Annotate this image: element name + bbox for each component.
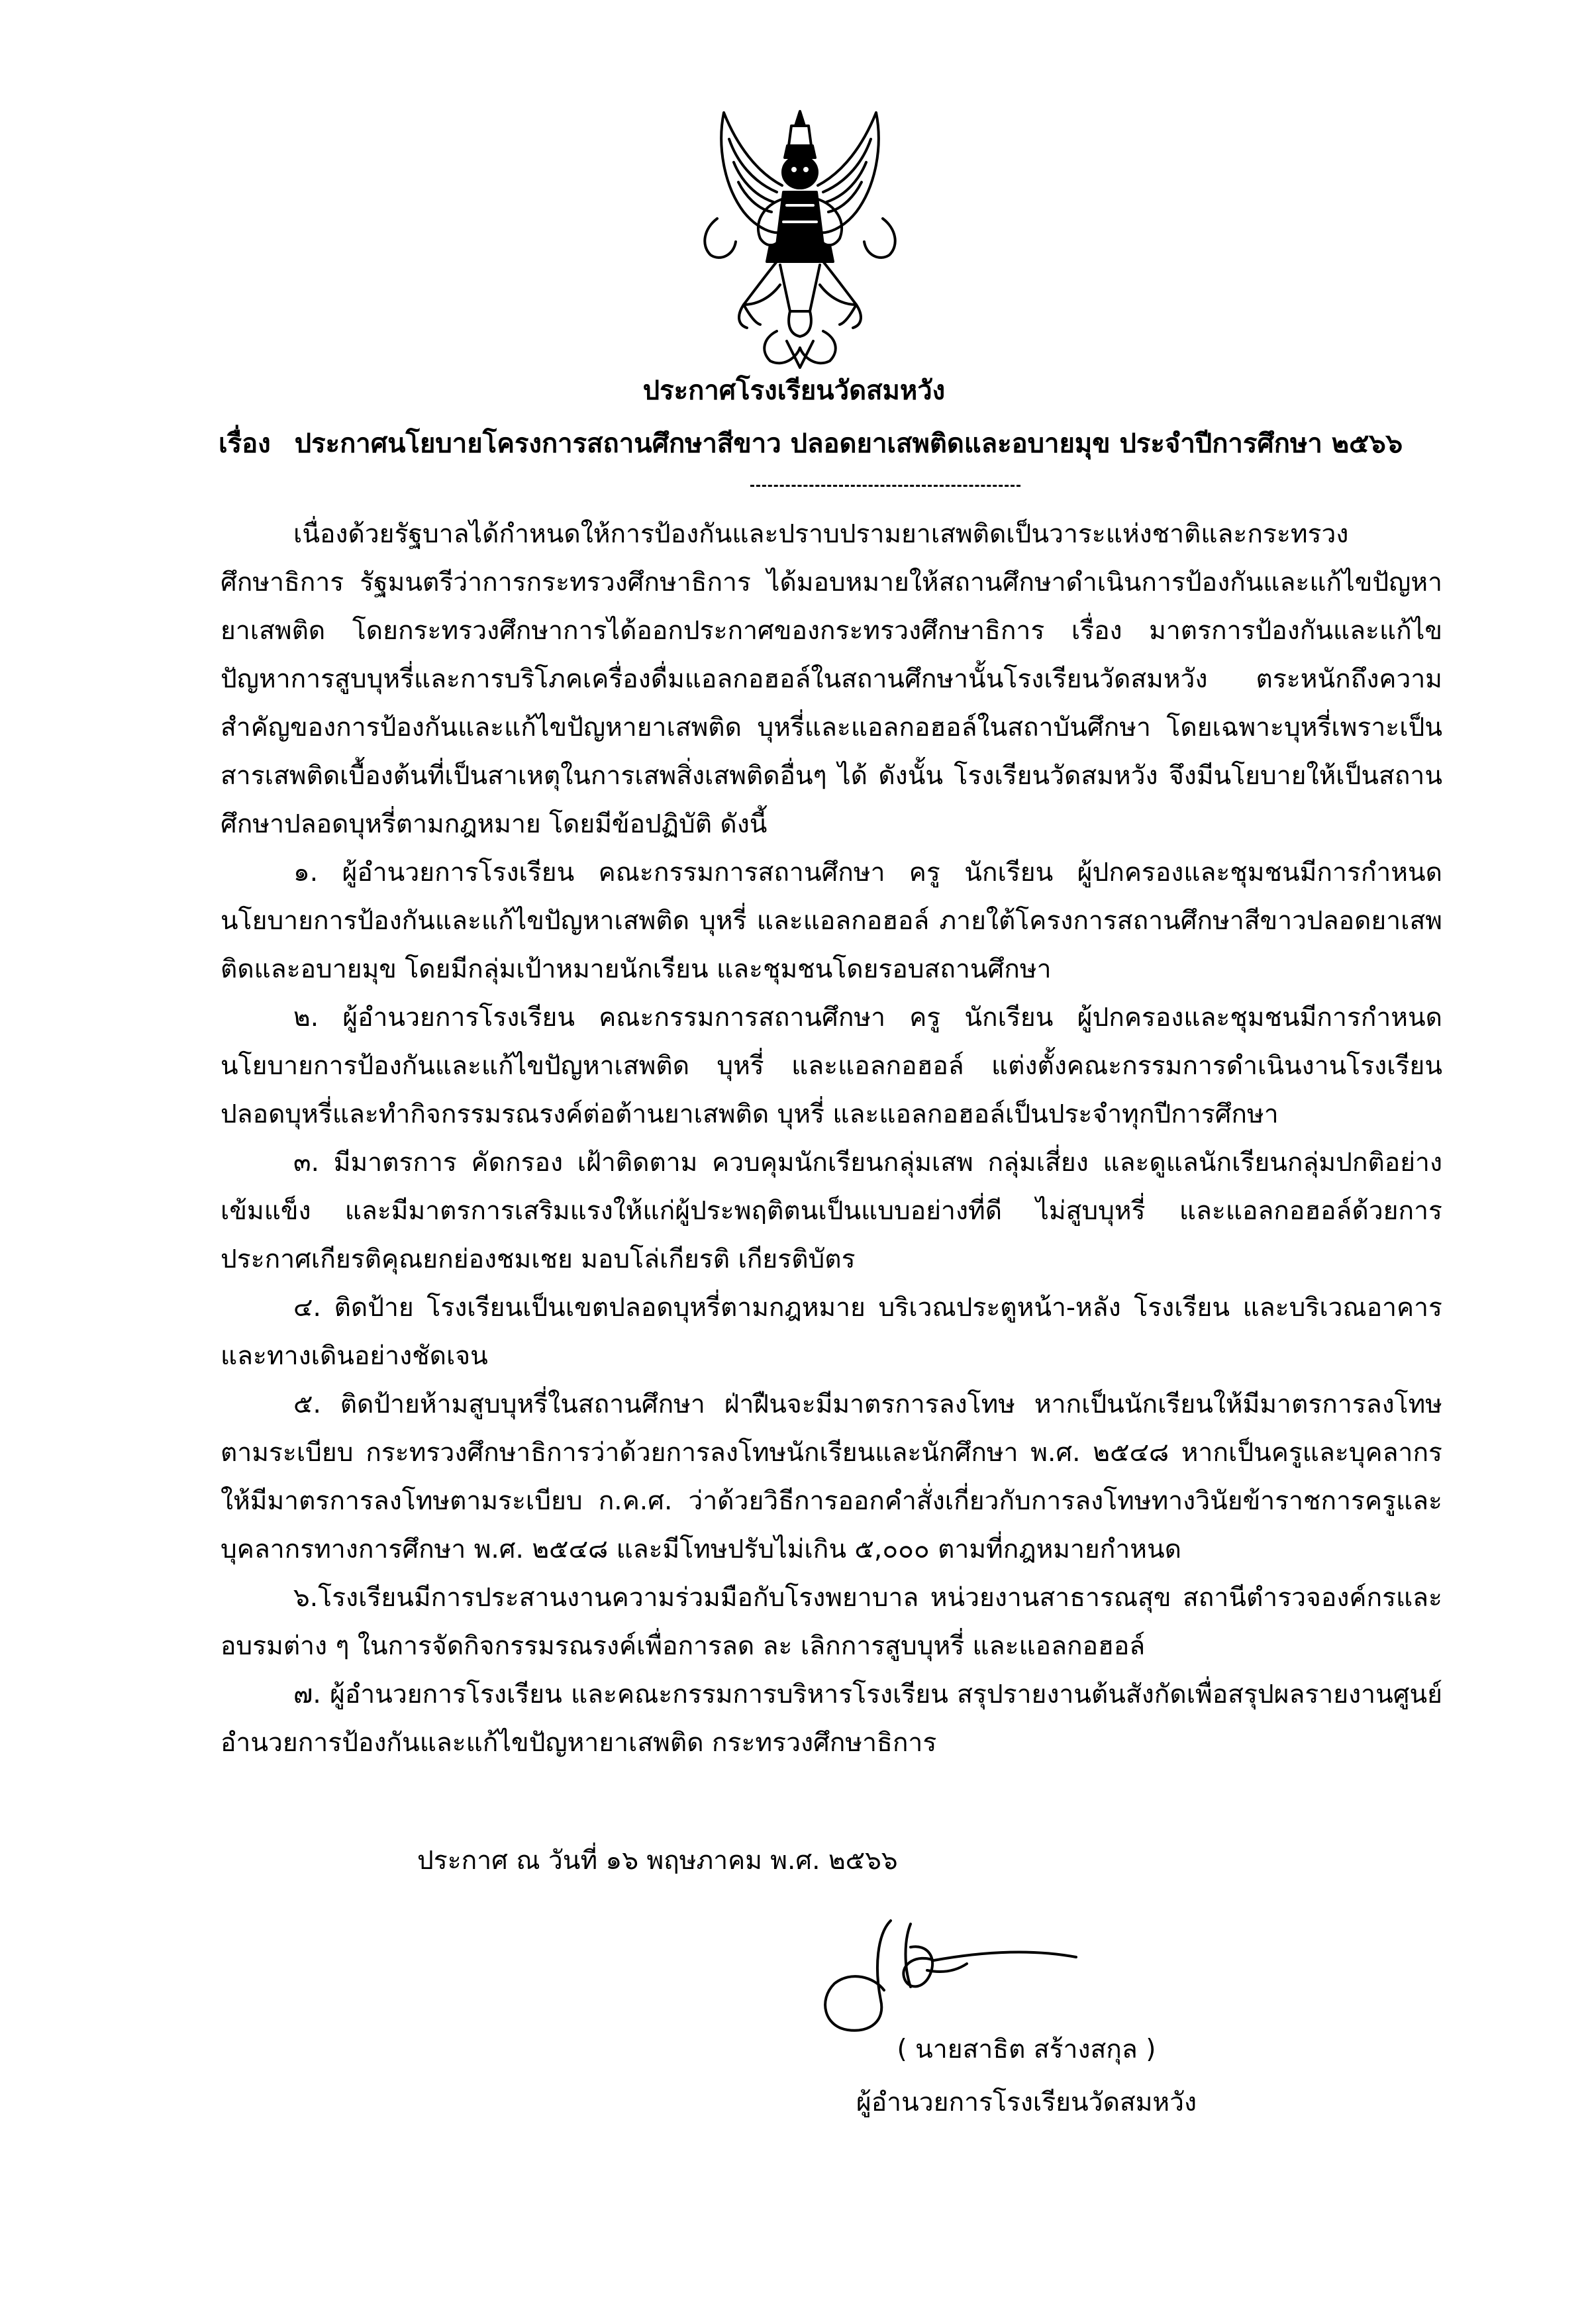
policy-item-3: ๓. มีมาตรการ คัดกรอง เฝ้าติดตาม ควบคุมนักเรียนกลุ่มเสพ กลุ่มเสี่ยง และดูแลนักเรียนกลุ่มปกติอย่างเข้มแข็ง และมีมาตรการเสริมแรงให้แก่ผู้ประพฤติตนเป็นแบบอย่างที่ดี ไม่สูบบุหรี่ และแอลกอฮอล์ด้วยการประกาศเกียรติคุณยกย่องชมเชย มอบโล่เกียรติ เกียรติบัตร — [221, 1148, 1442, 1274]
handwritten-signature-icon — [811, 1907, 1089, 2040]
announcement-subject — [219, 424, 1477, 464]
signer-name: ( นายสาธิต สร้างสกุล ) — [897, 2035, 1156, 2064]
announcement-title: ประกาศโรงเรียนวัดสมหวัง — [642, 376, 946, 406]
subject-label: เรื่อง — [219, 429, 271, 459]
policy-item-7: ๗. ผู้อำนวยการโรงเรียน และคณะกรรมการบริหารโรงเรียน สรุปรายงานต้นสังกัดเพื่อสรุปผลรายงานศูนย์อำนวยการป้องกันและแก้ไขปัญหายาเสพติด กระทรวงศึกษาธิการ — [221, 1680, 1442, 1758]
header-divider — [750, 485, 1020, 487]
policy-item-6: ๖.โรงเรียนมีการประสานงานความร่วมมือกับโรงพยาบาล หน่วยงานสาธารณสุข สถานีตำรวจองค์กรและอบรมต่าง ๆ ในการจัดกิจกรรมรณรงค์เพื่อการลด ละ เลิกการสูบบุหรี่ และแอลกอฮอล์ — [221, 1583, 1442, 1661]
garuda-emblem-icon — [697, 106, 903, 371]
subject-text: ประกาศนโยบายโครงการสถานศึกษาสีขาว ปลอดยาเสพติดและอบายมุข ประจำปีการศึกษา ๒๕๖๖ — [294, 429, 1403, 459]
announcement-date: ประกาศ ณ วันที่ ๑๖ พฤษภาคม พ.ศ. ๒๕๖๖ — [417, 1846, 898, 1876]
policy-item-5: ๕. ติดป้ายห้ามสูบบุหรี่ในสถานศึกษา ฝ่าฝืนจะมีมาตรการลงโทษ หากเป็นนักเรียนให้มีมาตรการลงโทษตามระเบียบ กระทรวงศึกษาธิการว่าด้วยการลงโทษนักเรียนและนักศึกษา พ.ศ. ๒๕๔๘ หากเป็นครูและบุคลากรให้มีมาตรการลงโทษตามระเบียบ ก.ค.ศ. ว่าด้วยวิธีการออกคำสั่งเกี่ยวกับการลงโทษทางวินัยข้าราชการครูและบุคลากรทางการศึกษา พ.ศ. ๒๕๔๘ และมีโทษปรับไม่เกิน ๕,๐๐๐ ตามที่กฎหมายกำหนด — [221, 1389, 1442, 1564]
signer-position: ผู้อำนวยการโรงเรียนวัดสมหวัง — [856, 2088, 1197, 2117]
policy-item-1: ๑. ผู้อำนวยการโรงเรียน คณะกรรมการสถานศึกษา ครู นักเรียน ผู้ปกครองและชุมชนมีการกำหนดนโยบายการป้องกันและแก้ไขปัญหาเสพติด บุหรี่ และแอลกอฮอล์ ภายใต้โครงการสถานศึกษาสีขาวปลอดยาเสพติดและอบายมุข โดยมีกลุ่มเป้าหมายนักเรียน และชุมชนโดยรอบสถานศึกษา — [221, 858, 1442, 984]
intro-paragraph: เนื่องด้วยรัฐบาลได้กำหนดให้การป้องกันและปราบปรามยาเสพติดเป็นวาระแห่งชาติและกระทรวงศึกษาธิการ รัฐมนตรีว่าการกระทรวงศึกษาธิการ ได้มอบหมายให้สถานศึกษาดำเนินการป้องกันและแก้ไขปัญหายาเสพติด โดยกระทรวงศึกษาการได้ออกประกาศของกระทรวงศึกษาธิการ เรื่อง มาตรการป้องกันและแก้ไขปัญหาการสูบบุหรี่และการบริโภคเครื่องดื่มแอลกอฮอล์ในสถานศึกษานั้นโรงเรียนวัดสมหวัง ตระหนักถึงความสำคัญของการป้องกันและแก้ไขปัญหายาเสพติด บุหรี่และแอลกอฮอล์ในสถาบันศึกษา โดยเฉพาะบุหรี่เพราะเป็นสารเสพติดเบื้องต้นที่เป็นสาเหตุในการเสพสิ่งเสพติดอื่นๆ ได้ ดังนั้น โรงเรียนวัดสมหวัง จึงมีนโยบายให้เป็นสถานศึกษาปลอดบุหรี่ตามกฎหมาย โดยมีข้อปฏิบัติ ดังนี้ — [221, 519, 1442, 839]
policy-item-2: ๒. ผู้อำนวยการโรงเรียน คณะกรรมการสถานศึกษา ครู นักเรียน ผู้ปกครองและชุมชนมีการกำหนดนโยบายการป้องกันและแก้ไขปัญหาเสพติด บุหรี่ และแอลกอฮอล์ แต่งตั้งคณะกรรมการดำเนินงานโรงเรียนปลอดบุหรี่และทำกิจกรรมรณรงค์ต่อต้านยาเสพติด บุหรี่ และแอลกอฮอล์เป็นประจำทุกปีการศึกษา — [221, 1003, 1442, 1129]
policy-item-4: ๔. ติดป้าย โรงเรียนเป็นเขตปลอดบุหรี่ตามกฎหมาย บริเวณประตูหน้า-หลัง โรงเรียน และบริเวณอาคารและทางเดินอย่างชัดเจน — [221, 1293, 1442, 1371]
announcement-body — [221, 510, 1442, 1767]
